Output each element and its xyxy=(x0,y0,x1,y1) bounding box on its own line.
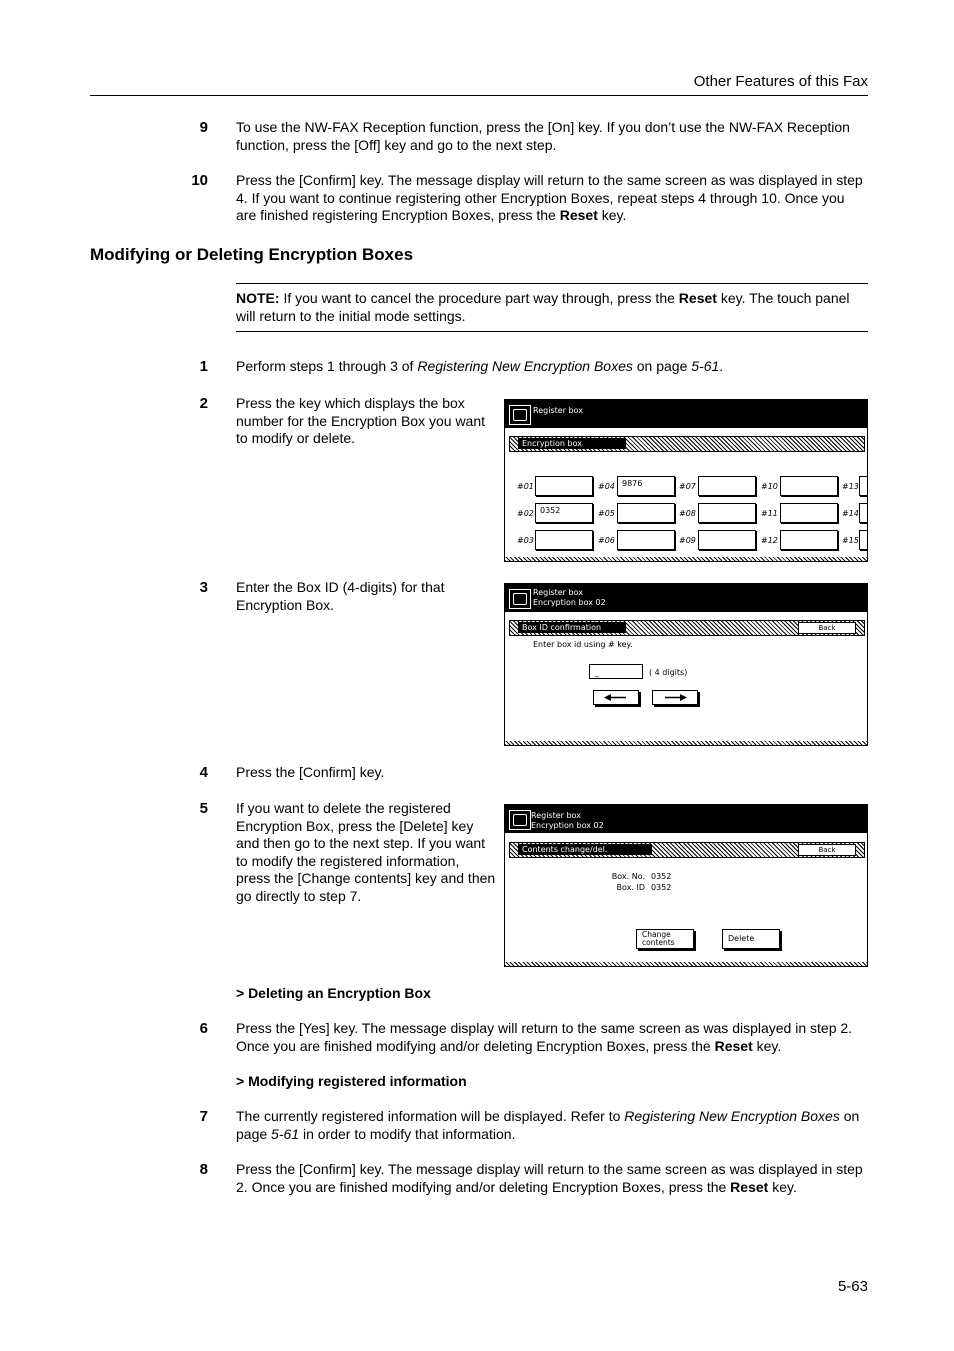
digits-hint: ( 4 digits) xyxy=(649,668,688,677)
box-label: #09 xyxy=(679,536,696,545)
left-arrow-button[interactable] xyxy=(593,690,639,705)
change-label-line2: contents xyxy=(642,938,675,947)
step-number: 3 xyxy=(199,579,208,596)
box-label: #04 xyxy=(598,482,615,491)
change-contents-button[interactable] xyxy=(636,929,694,949)
step-text: The currently registered information will be displayed. Refer to Registering New Encryption Boxes on page 5-61 in order to modify that information. xyxy=(236,1108,860,1142)
change-label-line1: Change xyxy=(642,930,671,939)
fax-app-icon xyxy=(509,810,531,830)
note-box: NOTE: If you want to cancel the procedure part way through, press the Reset key. The touch panel will return to the initial mode settings. xyxy=(236,283,868,332)
step-text: Enter the Box ID (4-digits) for that Encryption Box. xyxy=(236,579,445,613)
box-10-button[interactable] xyxy=(780,476,838,496)
arrow-right-icon xyxy=(653,691,697,704)
box-label: #05 xyxy=(598,509,615,518)
panel-bottom-border xyxy=(505,741,867,745)
box-label: #07 xyxy=(679,482,696,491)
box-04-button[interactable]: 9876 xyxy=(617,476,675,496)
box-id-label: Box. ID xyxy=(616,883,645,892)
panel-bottom-border xyxy=(505,557,867,561)
box-01-button[interactable] xyxy=(535,476,593,496)
step-text: Press the [Yes] key. The message display will return to the same screen as was displayed in step 2. Once you are finished modifying and/or deleting Encryption Boxes, press the Reset key. xyxy=(236,1020,853,1054)
box-03-button[interactable] xyxy=(535,530,593,550)
step-text: Press the [Confirm] key. The message display will return to the same screen as was displayed in step 4. If you want to continue registering other Encryption Boxes, repeat steps 4 through 10. Once you are finished registering Encryption Boxes, press the Reset key. xyxy=(236,172,863,224)
step-number: 1 xyxy=(199,358,208,375)
fax-app-icon xyxy=(509,405,531,425)
back-button[interactable]: Back xyxy=(798,844,856,856)
box-11-button[interactable] xyxy=(780,503,838,523)
box-15-button[interactable] xyxy=(859,530,868,550)
box-label: #06 xyxy=(598,536,615,545)
step-number: 7 xyxy=(199,1108,208,1125)
page-header xyxy=(90,73,868,96)
box-label: #01 xyxy=(517,482,534,491)
box-no-label: Box. No. xyxy=(611,872,645,881)
section-title: Other Features of this Fax xyxy=(693,73,868,90)
tab-bar xyxy=(509,842,865,858)
box-label: #08 xyxy=(679,509,696,518)
right-arrow-button[interactable] xyxy=(652,690,698,705)
box-08-button[interactable] xyxy=(698,503,756,523)
box-06-button[interactable] xyxy=(617,530,675,550)
box-no-value: 0352 xyxy=(651,872,672,881)
prompt-text: Enter box id using # key. xyxy=(533,640,633,649)
arrow-left-icon xyxy=(594,691,638,704)
box-label: #13 xyxy=(842,482,859,491)
tab-bar xyxy=(509,620,865,636)
step-text: Press the key which displays the box number for the Encryption Box you want to modify or delete. xyxy=(236,395,486,447)
box-12-button[interactable] xyxy=(780,530,838,550)
panel-subtitle: Encryption box 02 xyxy=(531,821,604,830)
box-02-button[interactable]: 0352 xyxy=(535,503,593,523)
panel-title-bar xyxy=(505,584,867,612)
section-heading: Modifying or Deleting Encryption Boxes xyxy=(90,245,414,264)
subheading-modifying: > Modifying registered information xyxy=(236,1073,467,1089)
step-text: Perform steps 1 through 3 of Registering New Encryption Boxes on page 5-61. xyxy=(236,358,724,374)
panel-title: Register box xyxy=(531,811,581,820)
step-text: To use the NW-FAX Reception function, press the [On] key. If you don’t use the NW-FAX Reception function, press the [Off] key and go to the next step. xyxy=(236,119,850,153)
panel-title-bar xyxy=(505,400,867,428)
panel-title-bar xyxy=(505,805,867,833)
step-number: 4 xyxy=(199,764,208,781)
box-label: #03 xyxy=(517,536,534,545)
screen-register-box xyxy=(504,399,868,562)
box-09-button[interactable] xyxy=(698,530,756,550)
fax-app-icon xyxy=(509,589,531,609)
box-07-button[interactable] xyxy=(698,476,756,496)
box-13-button[interactable] xyxy=(859,476,868,496)
screen-contents-change-delete xyxy=(504,804,868,967)
tab-box-id-confirmation[interactable]: Box ID confirmation xyxy=(518,622,626,633)
step-number: 5 xyxy=(199,800,208,817)
panel-subtitle: Encryption box 02 xyxy=(533,598,606,607)
step-text: Press the [Confirm] key. The message display will return to the same screen as was displayed in step 2. Once you are finished modifying and/or deleting Encryption Boxes, press the Reset key. xyxy=(236,1161,863,1195)
panel-title: Register box xyxy=(533,406,583,415)
page-number: 5-63 xyxy=(837,1278,868,1295)
step-number: 9 xyxy=(199,119,208,136)
box-label: #11 xyxy=(761,509,778,518)
box-label: #12 xyxy=(761,536,778,545)
tab-contents-change[interactable]: Contents change/del. xyxy=(518,844,652,855)
back-button[interactable]: Back xyxy=(798,622,856,634)
step-text: Press the [Confirm] key. xyxy=(236,764,385,780)
box-id-value: 0352 xyxy=(651,883,672,892)
tab-encryption-box[interactable]: Encryption box xyxy=(518,438,626,449)
box-label: #02 xyxy=(517,509,534,518)
screen-box-id-confirmation xyxy=(504,583,868,746)
box-label: #15 xyxy=(842,536,859,545)
tab-bar xyxy=(509,436,865,452)
subheading-deleting: > Deleting an Encryption Box xyxy=(236,985,431,1001)
panel-bottom-border xyxy=(505,962,867,966)
delete-button[interactable]: Delete xyxy=(722,929,780,949)
step-number: 6 xyxy=(199,1020,208,1037)
box-label: #14 xyxy=(842,509,859,518)
box-05-button[interactable] xyxy=(617,503,675,523)
box-id-input[interactable]: _ xyxy=(589,664,643,679)
box-14-button[interactable] xyxy=(859,503,868,523)
step-text: If you want to delete the registered Encryption Box, press the [Delete] key and then go to the next step. If you want to modify the registered information, press the [Change contents] key and then go directly to step 7. xyxy=(236,800,496,904)
box-label: #10 xyxy=(761,482,778,491)
step-number: 2 xyxy=(199,395,208,412)
step-number: 10 xyxy=(191,172,208,189)
panel-title: Register box xyxy=(533,588,583,597)
step-number: 8 xyxy=(199,1161,208,1178)
